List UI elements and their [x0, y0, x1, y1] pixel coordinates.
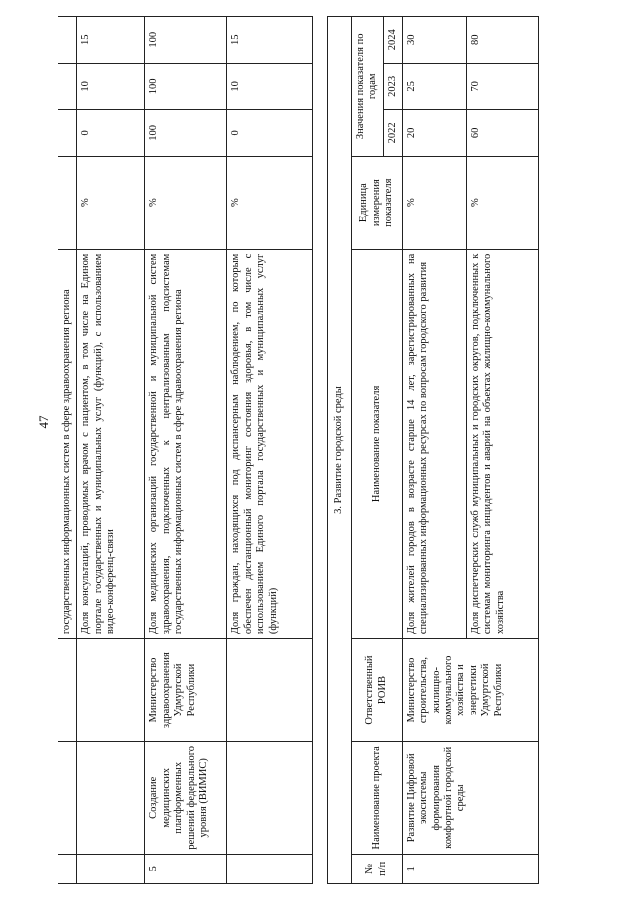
- table-row: [402, 17, 466, 884]
- value-2024: [58, 17, 77, 64]
- row-num: [77, 854, 145, 883]
- header-unit: Единица измерения показателя: [351, 156, 402, 249]
- table-row: [77, 17, 145, 884]
- table-gap: [313, 17, 328, 884]
- rotated-page-canvas: [58, 16, 618, 884]
- value-2023: 70: [466, 63, 538, 110]
- value-2023: 25: [402, 63, 466, 110]
- table-row: [58, 17, 77, 884]
- header-values-title: Значения показателя по годам: [351, 17, 383, 157]
- value-2023: [58, 63, 77, 110]
- row-num: 1: [402, 854, 538, 883]
- indicator-name: Доля граждан, находящихся под диспансерным наблюдением, по которым обеспечен дистанционный мониторинг состояния здоровья, в том числе с использованием Единого портала государственных и муниципальных услуг (функций): [227, 249, 313, 638]
- value-2024: 15: [227, 17, 313, 64]
- indicator-name: государственных информационных систем в сфере здравоохранения региона: [58, 249, 77, 638]
- indicator-unit: %: [77, 156, 145, 249]
- rotated-table-wrapper: [58, 16, 618, 884]
- header-project: Наименование проекта: [351, 741, 402, 854]
- value-2024: 80: [466, 17, 538, 64]
- indicator-name: Доля медицинских организаций государственной и муниципальной систем здравоохранения, подключенных к централизованным подсистемам государственных информационных систем в сфере здравоохранения региона: [145, 249, 227, 638]
- section-row: [328, 17, 351, 884]
- indicator-unit: %: [466, 156, 538, 249]
- value-2024: 100: [145, 17, 227, 64]
- header-year-2024: 2024: [383, 17, 402, 64]
- indicator-name: Доля консультаций, проводимых врачом с пациентом, в том числе на Едином портале государственных и муниципальных услуг (функций), с использованием видео-конференц-связи: [77, 249, 145, 638]
- indicator-unit: %: [402, 156, 466, 249]
- indicator-name: Доля диспетчерских служб муниципальных и городских округов, подключенных к системам мониторинга инцидентов и аварий на объектах жилищно-коммунального хозяйства: [466, 249, 538, 638]
- responsible-roiv: [58, 639, 77, 742]
- indicator-unit: %: [227, 156, 313, 249]
- indicator-name: Доля жителей городов в возрасте старше 14 лет, зарегистрированных на специализированных информационных ресурсах по вопросам городского развития: [402, 249, 466, 638]
- page-number: 47: [36, 415, 51, 429]
- project-name: [227, 741, 313, 854]
- row-num: 5: [145, 854, 227, 883]
- value-2022: 100: [145, 110, 227, 157]
- project-name: [77, 741, 145, 854]
- row-num: [227, 854, 313, 883]
- value-2024: 15: [77, 17, 145, 64]
- responsible-roiv: Министерство строительства, жилищно-коммунального хозяйства и энергетики Удмуртской Республики: [402, 639, 538, 742]
- project-name: [58, 741, 77, 854]
- value-2023: 10: [77, 63, 145, 110]
- project-name: Создание медицинских платформенных решений федерального уровня (ВИМИС): [145, 741, 227, 854]
- indicator-unit: [58, 156, 77, 249]
- header-num: № п/п: [351, 854, 402, 883]
- project-name: Развитие Цифровой экосистемы формирования комфортной городской среды: [402, 741, 538, 854]
- header-indicator: Наименование показателя: [351, 249, 402, 638]
- indicators-table: [58, 16, 539, 884]
- value-2024: 30: [402, 17, 466, 64]
- header-roiv: Ответственный РОИВ: [351, 639, 402, 742]
- value-2022: 20: [402, 110, 466, 157]
- table-header-row: [351, 17, 383, 884]
- indicator-unit: %: [145, 156, 227, 249]
- value-2023: 100: [145, 63, 227, 110]
- responsible-roiv: [77, 639, 145, 742]
- row-num: [58, 854, 77, 883]
- value-2022: 60: [466, 110, 538, 157]
- table-row: [145, 17, 227, 884]
- value-2022: 0: [227, 110, 313, 157]
- header-year-2023: 2023: [383, 63, 402, 110]
- table-row: [227, 17, 313, 884]
- header-year-2022: 2022: [383, 110, 402, 157]
- responsible-roiv: [227, 639, 313, 742]
- section-title: 3. Развитие городской среды: [328, 17, 351, 884]
- value-2022: [58, 110, 77, 157]
- responsible-roiv: Министерство здравоохранения Удмуртской Республики: [145, 639, 227, 742]
- value-2022: 0: [77, 110, 145, 157]
- value-2023: 10: [227, 63, 313, 110]
